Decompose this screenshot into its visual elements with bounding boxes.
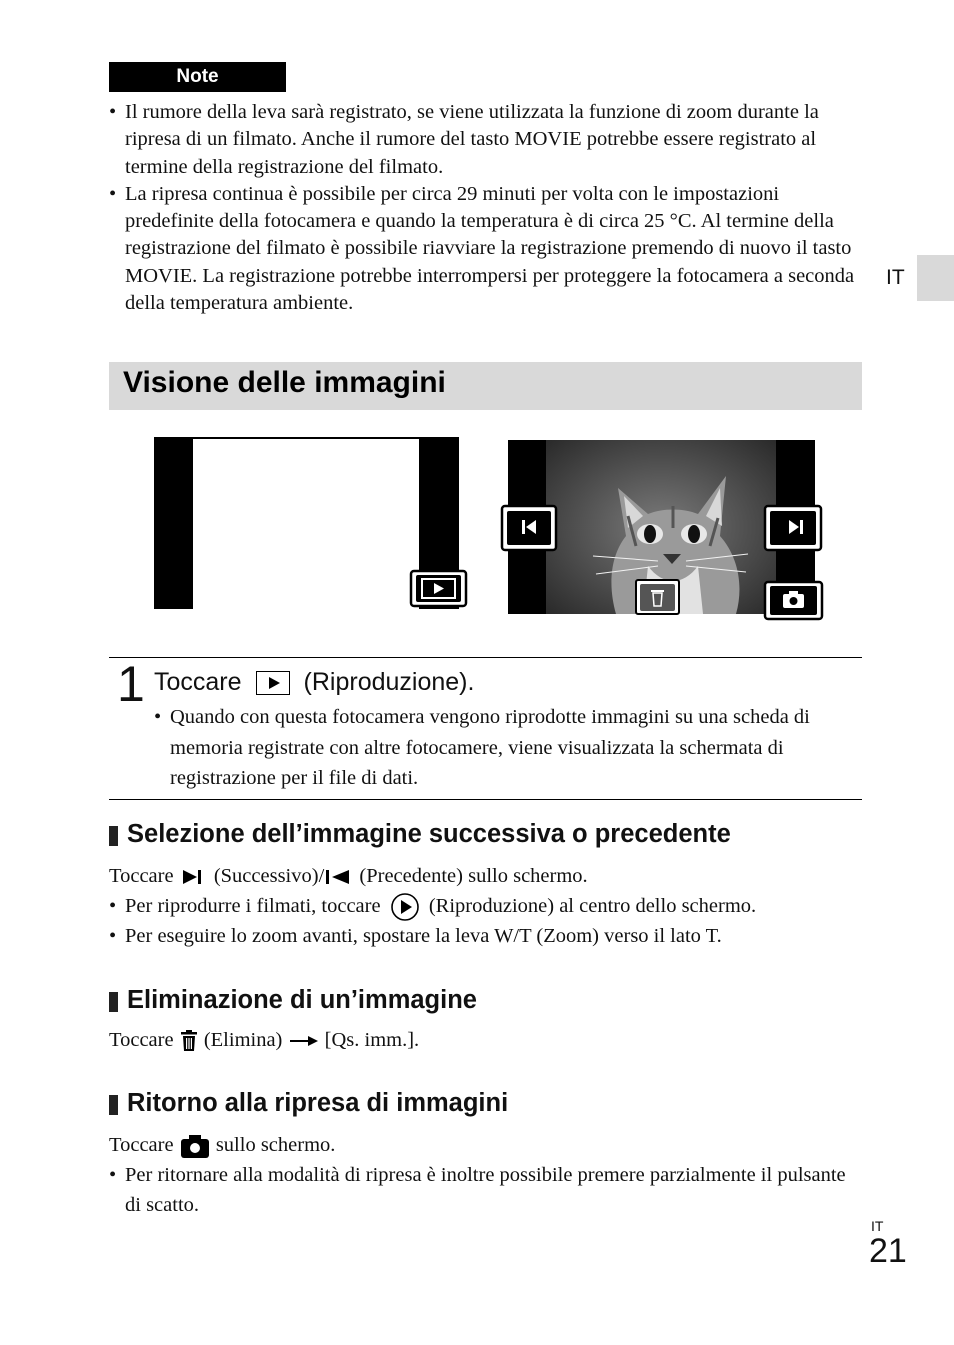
note-item: • La ripresa continua è possibile per circa 29 minuti per volta con le impostazioni predefinite della fotocamera e quando la temperatura è di circa 25 °C. Al termine della registrazione del filmato è possibile riavviare la registrazione premendo di nuovo il tasto MOVIE. La registrazione potrebbe interrompersi per proteggere la fotocamera a seconda della temperatura ambiente.	[109, 181, 861, 317]
figure-shooting-screen	[150, 432, 472, 617]
heading-marker-icon	[109, 992, 118, 1012]
camera-icon	[765, 582, 822, 619]
language-tab	[917, 255, 954, 301]
subheading-delete-text: Eliminazione di un’immagine	[127, 986, 477, 1014]
figure-playback-screen	[498, 436, 828, 626]
step-action: (Riproduzione).	[303, 668, 475, 696]
page-number: 21	[869, 1232, 907, 1270]
subheading-return-text: Ritorno alla ripresa di immagini	[127, 1089, 509, 1117]
heading-marker-icon	[109, 1095, 118, 1115]
return-line-end: sullo schermo.	[215, 1134, 336, 1156]
section-title: Visione delle immagini	[123, 366, 446, 399]
note-item: • Il rumore della leva sarà registrato, se viene utilizzata la funzione di zoom durante la ripresa di un filmato. Anche il rumore del tasto MOVIE potrebbe essere registrato al termine della registrazione del filmato.	[109, 99, 861, 181]
return-notes	[109, 1160, 861, 1220]
play-icon	[256, 671, 290, 695]
page-language: IT	[871, 1218, 884, 1234]
bullet2-text: Per eseguire lo zoom avanti, spostare la leva W/T (Zoom) verso il lato T.	[125, 925, 722, 947]
screen-display	[193, 439, 419, 609]
previous-icon	[502, 506, 556, 550]
previous-icon	[324, 867, 354, 887]
step-instruction	[154, 668, 474, 697]
return-note: • Per ritornare alla modalità di ripresa è inoltre possibile premere parzialmente il pulsante di scatto.	[109, 1160, 861, 1220]
bullet1-end: (Riproduzione) al centro dello schermo.	[428, 895, 757, 917]
note-badge: Note	[109, 62, 286, 92]
subheading-return	[109, 1089, 508, 1118]
prev-label: (Precedente) sullo schermo.	[359, 865, 588, 887]
step-top-rule	[109, 657, 862, 658]
language-tab-label: IT	[886, 266, 905, 289]
heading-marker-icon	[109, 826, 118, 846]
step-notes	[154, 702, 860, 794]
arrow-right-icon	[288, 1034, 320, 1048]
trash-icon	[179, 1029, 199, 1053]
return-line	[109, 1130, 335, 1160]
step-bottom-rule	[109, 799, 862, 800]
delete-line-end: [Qs. imm.].	[324, 1029, 420, 1051]
subheading-next-prev	[109, 820, 731, 849]
delete-line-mid: (Elimina)	[203, 1029, 283, 1051]
next-icon	[765, 506, 821, 550]
bullet1-start: Per riprodurre i filmati, toccare	[125, 895, 381, 917]
delete-line	[109, 1025, 419, 1055]
next-label: (Successivo)/	[213, 865, 325, 887]
next-prev-line	[109, 861, 588, 891]
subheading-next-prev-text: Selezione dell’immagine successiva o precedente	[127, 820, 731, 848]
play-button-icon	[411, 571, 466, 606]
subheading-delete	[109, 986, 477, 1015]
trash-icon	[636, 580, 679, 614]
next-prev-bullet-1: • Per riprodurre i filmati, toccare (Riproduzione) al centro dello schermo.	[109, 891, 756, 922]
play-circle-icon	[386, 892, 424, 922]
next-icon	[179, 867, 209, 887]
next-prev-bullet-2: • Per eseguire lo zoom avanti, spostare la leva W/T (Zoom) verso il lato T.	[109, 925, 722, 947]
next-prev-line-start: Toccare	[109, 865, 174, 887]
camera-icon	[179, 1133, 211, 1159]
step-number: 1	[117, 656, 145, 712]
note-list	[109, 99, 861, 317]
step-verb: Toccare	[154, 668, 242, 696]
step-note: • Quando con questa fotocamera vengono riprodotte immagini su una scheda di memoria registrate con altre fotocamere, viene visualizzata la schermata di registrazione per il file di dati.	[154, 702, 860, 794]
return-line-start: Toccare	[109, 1134, 174, 1156]
delete-line-start: Toccare	[109, 1029, 174, 1051]
